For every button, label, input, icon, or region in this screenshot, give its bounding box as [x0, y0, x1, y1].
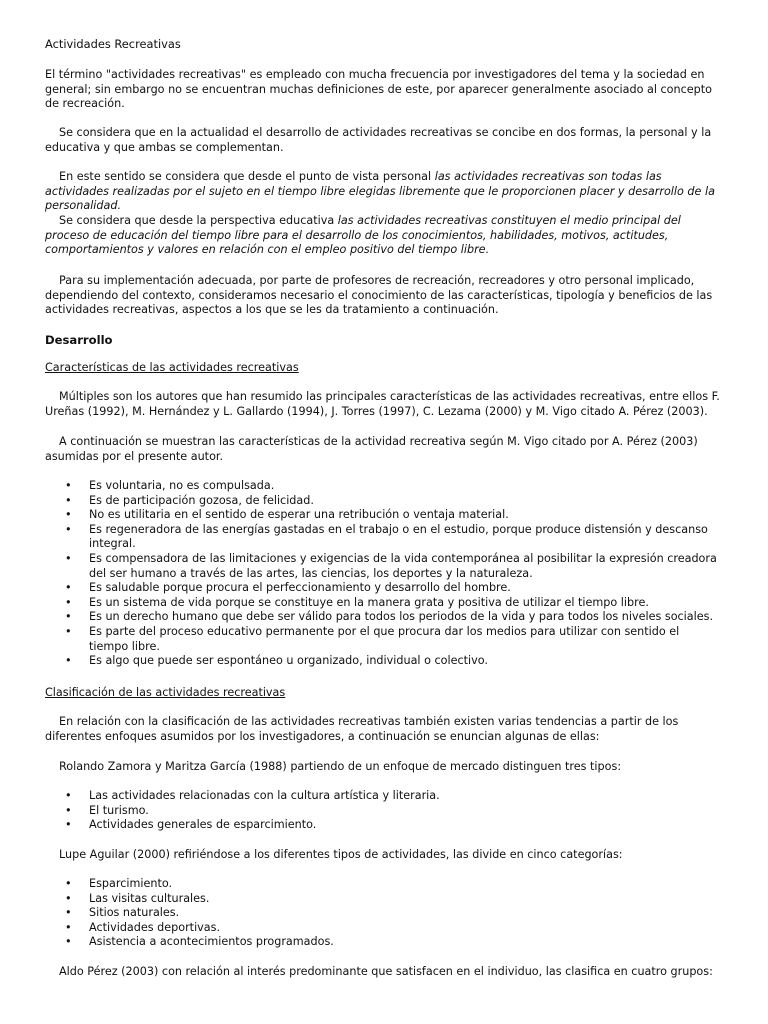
list-item: • Es parte del proceso educativo permanente por el que procura dar los medios para utilizar con sentido el tiempo libre.	[45, 625, 721, 654]
paragraph-personal-definition: las actividades recreativas son todas las actividades realizadas por el sujeto en el tiempo libre elegidas libremente que le proporcionen placer y desarrollo de la personalidad.	[45, 170, 715, 213]
paragraph-forms: Se considera que en la actualidad el desarrollo de actividades recreativas se concibe en dos formas, la personal y la educativa y que ambas se complementan.	[45, 126, 712, 154]
list-item: • No es utilitaria en el sentido de esperar una retribución o ventaja material.	[45, 508, 721, 523]
subheading-caracteristicas: Características de las actividades recreativas	[45, 361, 299, 374]
paragraph-educativa-lead: Se considera que desde la perspectiva educativa	[59, 214, 338, 227]
list-item: • Es un sistema de vida porque se constituye en la manera grata y positiva de utilizar el tiempo libre.	[45, 596, 721, 611]
list-item: • Actividades generales de esparcimiento.	[45, 818, 721, 833]
paragraph-educativa	[45, 214, 721, 258]
list-item: • Las actividades relacionadas con la cultura artística y literaria.	[45, 789, 721, 804]
list-item: • Es un derecho humano que debe ser válido para todos los periodos de la vida y para todos los niveles sociales.	[45, 610, 721, 625]
paragraph-personal	[45, 170, 721, 214]
list-item: • Es compensadora de las limitaciones y exigencias de la vida contemporánea al posibilitar la expresión creadora del ser humano a través de las artes, las ciencias, los deportes y la naturaleza.	[45, 552, 721, 581]
list-item: • Es de participación gozosa, de felicidad.	[45, 494, 721, 509]
paragraph-implementation: Para su implementación adecuada, por parte de profesores de recreación, recreadores y otro personal implicado, dependiendo del contexto, consideramos necesario el conocimiento de las características, tipología y beneficios de las actividades recreativas, aspectos a los que se les da tratamiento a continuación.	[45, 274, 713, 317]
list-item: • Las visitas culturales.	[45, 892, 721, 907]
heading-desarrollo: Desarrollo	[45, 333, 113, 347]
list-item: • Esparcimiento.	[45, 877, 721, 892]
list-item: • Es voluntaria, no es compulsada.	[45, 479, 721, 494]
paragraph-zamora: Rolando Zamora y Maritza García (1988) partiendo de un enfoque de mercado distinguen tres tipos:	[59, 760, 622, 773]
paragraph-perez: Aldo Pérez (2003) con relación al interés predominante que satisfacen en el individuo, las clasifica en cuatro grupos:	[59, 965, 713, 978]
paragraph-vigo: A continuación se muestran las características de la actividad recreativa según M. Vigo citado por A. Pérez (2003) asumidas por el presente autor.	[45, 435, 698, 463]
list-item: • Actividades deportivas.	[45, 921, 721, 936]
paragraph-authors: Múltiples son los autores que han resumido las principales características de las actividades recreativas, entre ellos F. Ureñas (1992), M. Hernández y L. Gallardo (1994), J. Torres (1997), C. Lezama (2000) y M. Vigo citado A. Pérez (2003).	[45, 390, 720, 418]
list-item: • Es algo que puede ser espontáneo u organizado, individual o colectivo.	[45, 654, 721, 669]
list-item: • Es saludable porque procura el perfeccionamiento y desarrollo del hombre.	[45, 581, 721, 596]
types-list	[45, 789, 721, 833]
paragraph-personal-lead: En este sentido se considera que desde el punto de vista personal	[59, 170, 435, 183]
paragraph-educativa-definition: las actividades recreativas constituyen el medio principal del proceso de educación del tiempo libre para el desarrollo de los conocimientos, habilidades, motivos, actitudes, comportamientos y valores en relación con el empleo positivo del tiempo libre.	[45, 214, 681, 257]
intro-paragraph: El término "actividades recreativas" es empleado con mucha frecuencia por investigadores del tema y la sociedad en general; sin embargo no se encuentran muchas definiciones de este, por aparecer generalmente asociado al concepto de recreación.	[45, 68, 712, 111]
list-item: • Sitios naturales.	[45, 906, 721, 921]
subheading-clasificacion: Clasificación de las actividades recreativas	[45, 686, 286, 699]
categories-list	[45, 877, 721, 950]
paragraph-tendencias: En relación con la clasificación de las actividades recreativas también existen varias tendencias a partir de los diferentes enfoques asumidos por los investigadores, a continuación se enuncian algunas de ellas:	[45, 715, 679, 743]
list-item: • Asistencia a acontecimientos programados.	[45, 935, 721, 950]
list-item: • Es regeneradora de las energías gastadas en el trabajo o en el estudio, porque produce distensión y descanso integral.	[45, 523, 721, 552]
paragraph-aguilar: Lupe Aguilar (2000) refiriéndose a los diferentes tipos de actividades, las divide en cinco categorías:	[59, 848, 623, 861]
list-item: • El turismo.	[45, 804, 721, 819]
document-title: Actividades Recreativas	[45, 37, 181, 51]
characteristics-list	[45, 479, 721, 669]
